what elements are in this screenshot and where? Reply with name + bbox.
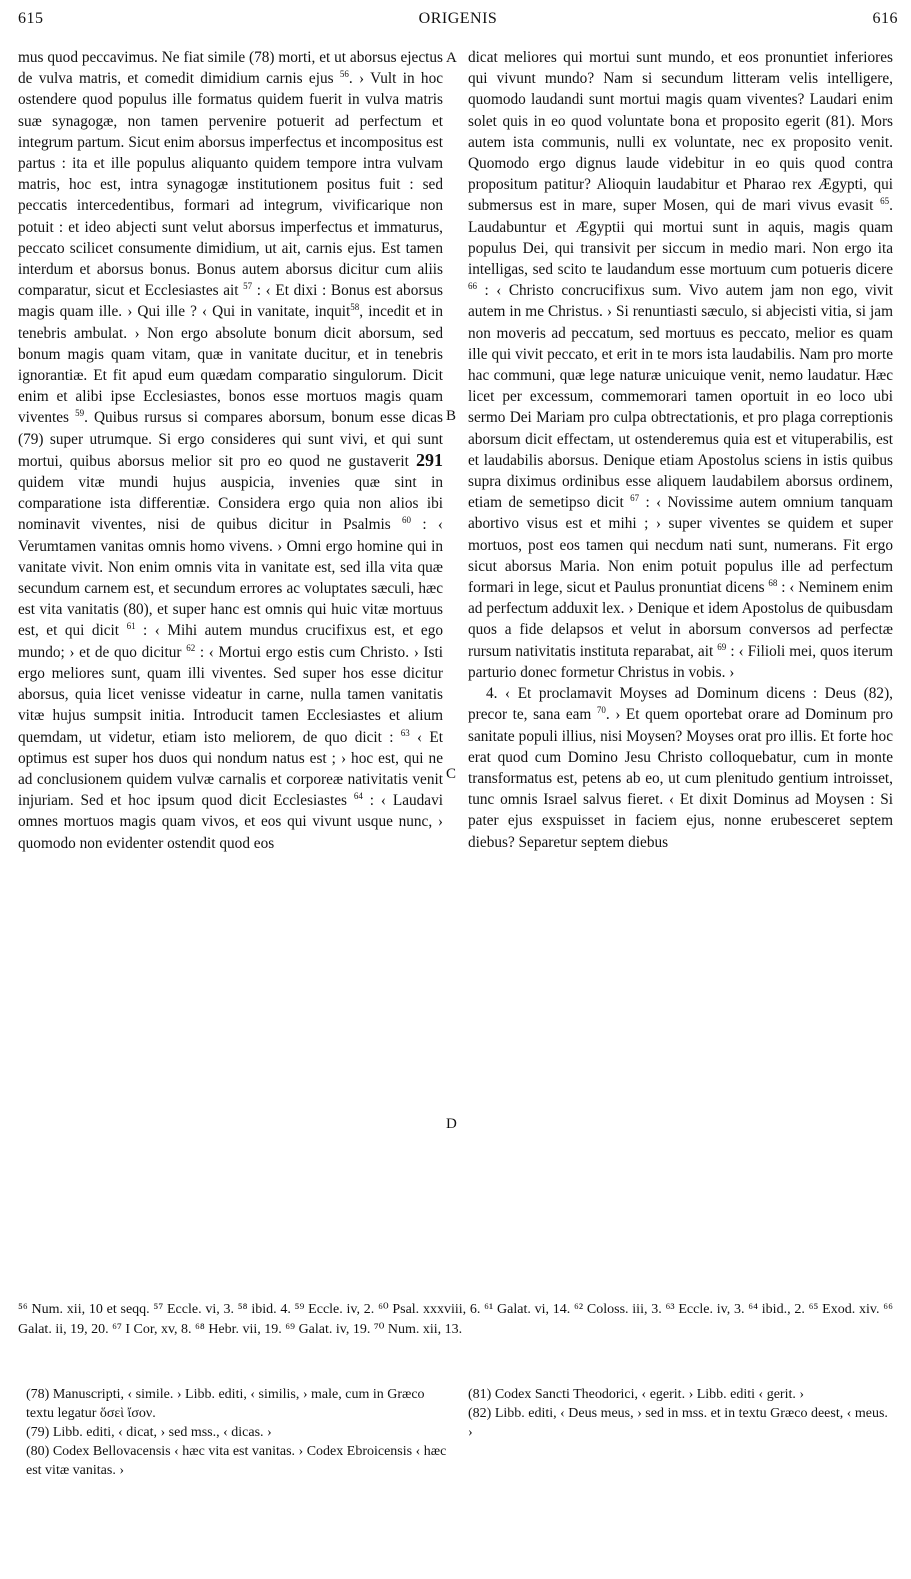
right-paragraph-1: dicat meliores qui mortui sunt mundo, et eos pronuntiet inferiores qui vivunt mundo? Nam si secundum litteram velis intelligere, quomodo laudandi sunt mortui magis quam viventes? Laudari enim solet quis in eo quod voluntate bona et proposito egerit (81). Mors autem ista communis, nulli ex voluntate, nec ex proposito venit. Quomodo ergo dignus laude videbitur in eo quis quod contra propositum patitur? Alioquin laudabitur et Pharao rex Ægypti, qui submersus est in mare, super Mosen, qui de mari vivus evasit $^{65}$. Laudabuntur et Ægyptii qui mortui sunt in aquis, magis quam populus Dei, qui transivit per siccum in medio mari. Non ergo ita intelligas, sed scito te laudandum esse mortuum cum potueris dicere $^{66}$ : ‹ Christo concrucifixus sum. Vivo autem jam non ego, vivit autem in me Christus. › Si renuntiasti sæculo, si abjecisti vitia, si jam non moveris ad peccatum, sed mortuus es peccato, melior es quam ille qui vivit peccato, et erit in te mors ista laudabilis. Nam pro morte hac communi, quæ lege naturæ unicuique venit, nemo laudatur. Hæc licet per excessum, commemorari tamen oportuit in eo loco ubi sermo Dei Mariam pro culpa obtrectationis, et pro plaga correptionis aborsum dicit effectam, ut ostenderemus quia est et vituperabilis, est et laudabilis aborsus. Denique etiam Apostolus sciens in istis quibus supra diximus ordinibus esse aliquem laudabilem aborsus ordinem, etiam de semetipso dicit $^{67}$ : ‹ Novissime autem omnium tanquam abortivo visus est et mihi ; › super viventes se quidem et super mortuos, post eos tamen qui necdum nati sunt, numerans. Fit ergo sicut aborsus Maria. Non enim potuit populus ille ad perfectum formari in lege, sicut et Paulus pronuntiat dicens $^{68}$ : ‹ Neminem enim ad perfectum adduxit lex. › Denique et idem Apostolus de quibusdam quos a fide delapsos et velut in aborsum conversos ad perfectæ rursum nativitatis instituta reparabat, ait $^{69}$ : ‹ Filioli mei, quos iterum parturio donec formetur Christus in vobis. › bbox=[468, 49, 893, 681]
footnote-ref: 60 bbox=[402, 515, 412, 526]
footnote-ref: 58 bbox=[350, 302, 360, 313]
footnote-ref: 62 bbox=[186, 642, 196, 653]
note-78: (78) Manuscripti, ‹ simile. › Libb. editi, ‹ similis, › male, cum in Græco textu legatur ὅσεὶ ἴσον. bbox=[26, 1387, 425, 1421]
scripture-references bbox=[18, 1300, 893, 1340]
left-column bbox=[18, 47, 443, 854]
running-title: ORIGENIS bbox=[418, 10, 498, 27]
footnote-ref: 61 bbox=[126, 621, 136, 632]
note-79: (79) Libb. editi, ‹ dicat, › sed mss., ‹ dicas. › bbox=[26, 1425, 272, 1440]
footnote-ref: 59 bbox=[75, 408, 85, 419]
section-marker-d: D bbox=[446, 1116, 457, 1132]
page-header bbox=[18, 10, 898, 36]
footnote-ref: 57 bbox=[243, 281, 253, 292]
right-paragraph-2: 4. ‹ Et proclamavit Moyses ad Dominum dicens : Deus (82), precor te, sana eam $^{70}$. › Et quem oportebat orare ad Dominum pro sanitate populi illius, nisi Moysen? Moyses orat pro illis. Et forte hoc erat quod cum Domino Jesu Christo colloquebatur, cum in monte transformatus est, petens ab eo, ut cum plenitudo gentium introisset, tunc omnis Israel salvus fieret. ‹ Et dixit Dominus ad Moysen : Si pater ejus exspuisset in faciem ejus, nonne erubesceret septem diebus? Separetur septem diebus bbox=[468, 685, 893, 851]
section-marker-b: B bbox=[446, 408, 457, 424]
footnote-ref: 63 bbox=[400, 727, 410, 738]
left-paragraph: mus quod peccavimus. Ne fiat simile (78) morti, et ut aborsus ejectus de vulva matris, et comedit dimidium carnis ejus $^{56}$. › Vult in hoc ostendere quod populus ille formatus quidem fuerit in vulva matris suæ synagogæ, non tamen pervenire potuerit ad perfectum et integrum partum. Sicut enim aborsus imperfectus et incompositus est partus : ita et ille populus aliquanto quidem tempore intra vulvam matris, hoc est, intra synagogæ institutionem positus fuit : sed peccatis intercedentibus, formari ad integrum, vivificarique non potuit : et ideo abjecti sunt velut aborsus imperfectus et immaturus, peccato scilicet consumente dimidium, ut ait, carnis ejus. Est tamen interdum et aborsus bonus. Bonus autem aborsus dicitur cum aliis comparatur, sicut et Ecclesiastes ait $^{57}$ : ‹ Et dixi : Bonus est aborsus magis quam ille. › Qui ille ? ‹ Qui in vanitate, inquit$^{58}$, incedit et in tenebris ambulat. › Non ergo absolute bonum dicit aborsum, sed bonum magis quam vitam, quæ in vanitate ducitur, et in tenebris ignorantiæ. Et fit apud eum quædam comparatio singulorum. Dicit enim et alibi ipse Ecclesiastes, bonos esse mortuos magis quam viventes $^{59}$. Quibus rursus si compares aborsum, bonum esse dicas (79) super utrumque. Si ergo consideres qui sunt vivi, et qui sunt mortui, quibus aborsus melior sit pro eo quod ne gustaverit 291 quidem vitæ mundi hujus auspicia, invenies quæ sint in comparatione ista differentiæ. Considera ergo quia non alios ibi nominavit viventes, nisi de quibus dicitur in Psalmis $^{60}$ : ‹ Verumtamen vanitas omnis homo vivens. › Omni ergo homine qui in vanitate vivit. Non enim omnis vita in vanitate est, sed illa vita quæ secundum carnem est, et secundum errores ac voluptates sæculi, hæc est vita vanitatis (80), et super hanc est omnis qui huic vitæ mortuus est, et qui dicit $^{61}$ : ‹ Mihi autem mundus crucifixus est, et ego mundo; › et de quo dicitur $^{62}$ : ‹ Mortui ergo estis cum Christo. › Isti ergo meliores sunt, quam illi viventes. Sed super hos esse dicitur aborsus, quia licet venisse videatur in carne, nulla tamen vanitatis vitæ hujus sumpsit initia. Introducit tamen Ecclesiastes et alium quemdam, ut videtur, etiam isto meliorem, de quo dicit : $^{63}$ ‹ Et optimus est super hos duos qui nondum natus est ; › hoc est, qui ne ad conclusionem quidem vulvæ carnalis et corporeæ nativitatis venit injuriam. Sed et hoc ipsum quod dicit Ecclesiastes $^{64}$ : ‹ Laudavi omnes mortuos magis quam vivos, et eos qui vivunt usque nunc, › quomodo non evidenter ostendit quod eos bbox=[18, 49, 444, 852]
footnote-ref: 64 bbox=[353, 791, 363, 802]
right-page-number: 616 bbox=[872, 10, 898, 27]
edition-page-number: 291 bbox=[416, 449, 443, 470]
note-80: (80) Codex Bellovacensis ‹ hæc vita est vanitas. › Codex Ebroicensis ‹ hæc est vitæ vanitas. › bbox=[26, 1444, 447, 1478]
right-column bbox=[468, 47, 893, 853]
footnote-ref: 69 bbox=[717, 641, 727, 652]
notes-right bbox=[468, 1385, 893, 1442]
left-page-number: 615 bbox=[18, 10, 44, 27]
footnote-ref: 68 bbox=[768, 577, 778, 588]
references-text: ⁵⁶ Num. xii, 10 et seqq. ⁵⁷ Eccle. vi, 3. ⁵⁸ ibid. 4. ⁵⁹ Eccle. iv, 2. ⁶⁰ Psal. xxxviii, 6. ⁶¹ Galat. vi, 14. ⁶² Coloss. iii, 3. ⁶³ Eccle. iv, 3. ⁶⁴ ibid., 2. ⁶⁵ Exod. xiv. ⁶⁶ Galat. ii, 19, 20. ⁶⁷ I Cor, xv, 8. ⁶⁸ Hebr. vii, 19. ⁶⁹ Galat. iv, 19. ⁷⁰ Num. xii, 13. bbox=[18, 1302, 893, 1337]
note-82: (82) Libb. editi, ‹ Deus meus, › sed in mss. et in textu Græco deest, ‹ meus. › bbox=[468, 1406, 888, 1440]
footnote-ref: 56 bbox=[339, 69, 349, 80]
notes-left bbox=[26, 1385, 451, 1480]
section-marker-c: C bbox=[446, 766, 457, 782]
footnote-ref: 67 bbox=[630, 493, 640, 504]
footnote-ref: 70 bbox=[596, 705, 606, 716]
note-81: (81) Codex Sancti Theodorici, ‹ egerit. › Libb. editi ‹ gerit. › bbox=[468, 1387, 805, 1402]
footnote-ref: 66 bbox=[468, 281, 477, 292]
section-marker-a: A bbox=[446, 50, 457, 66]
footnote-ref: 65 bbox=[880, 196, 890, 207]
